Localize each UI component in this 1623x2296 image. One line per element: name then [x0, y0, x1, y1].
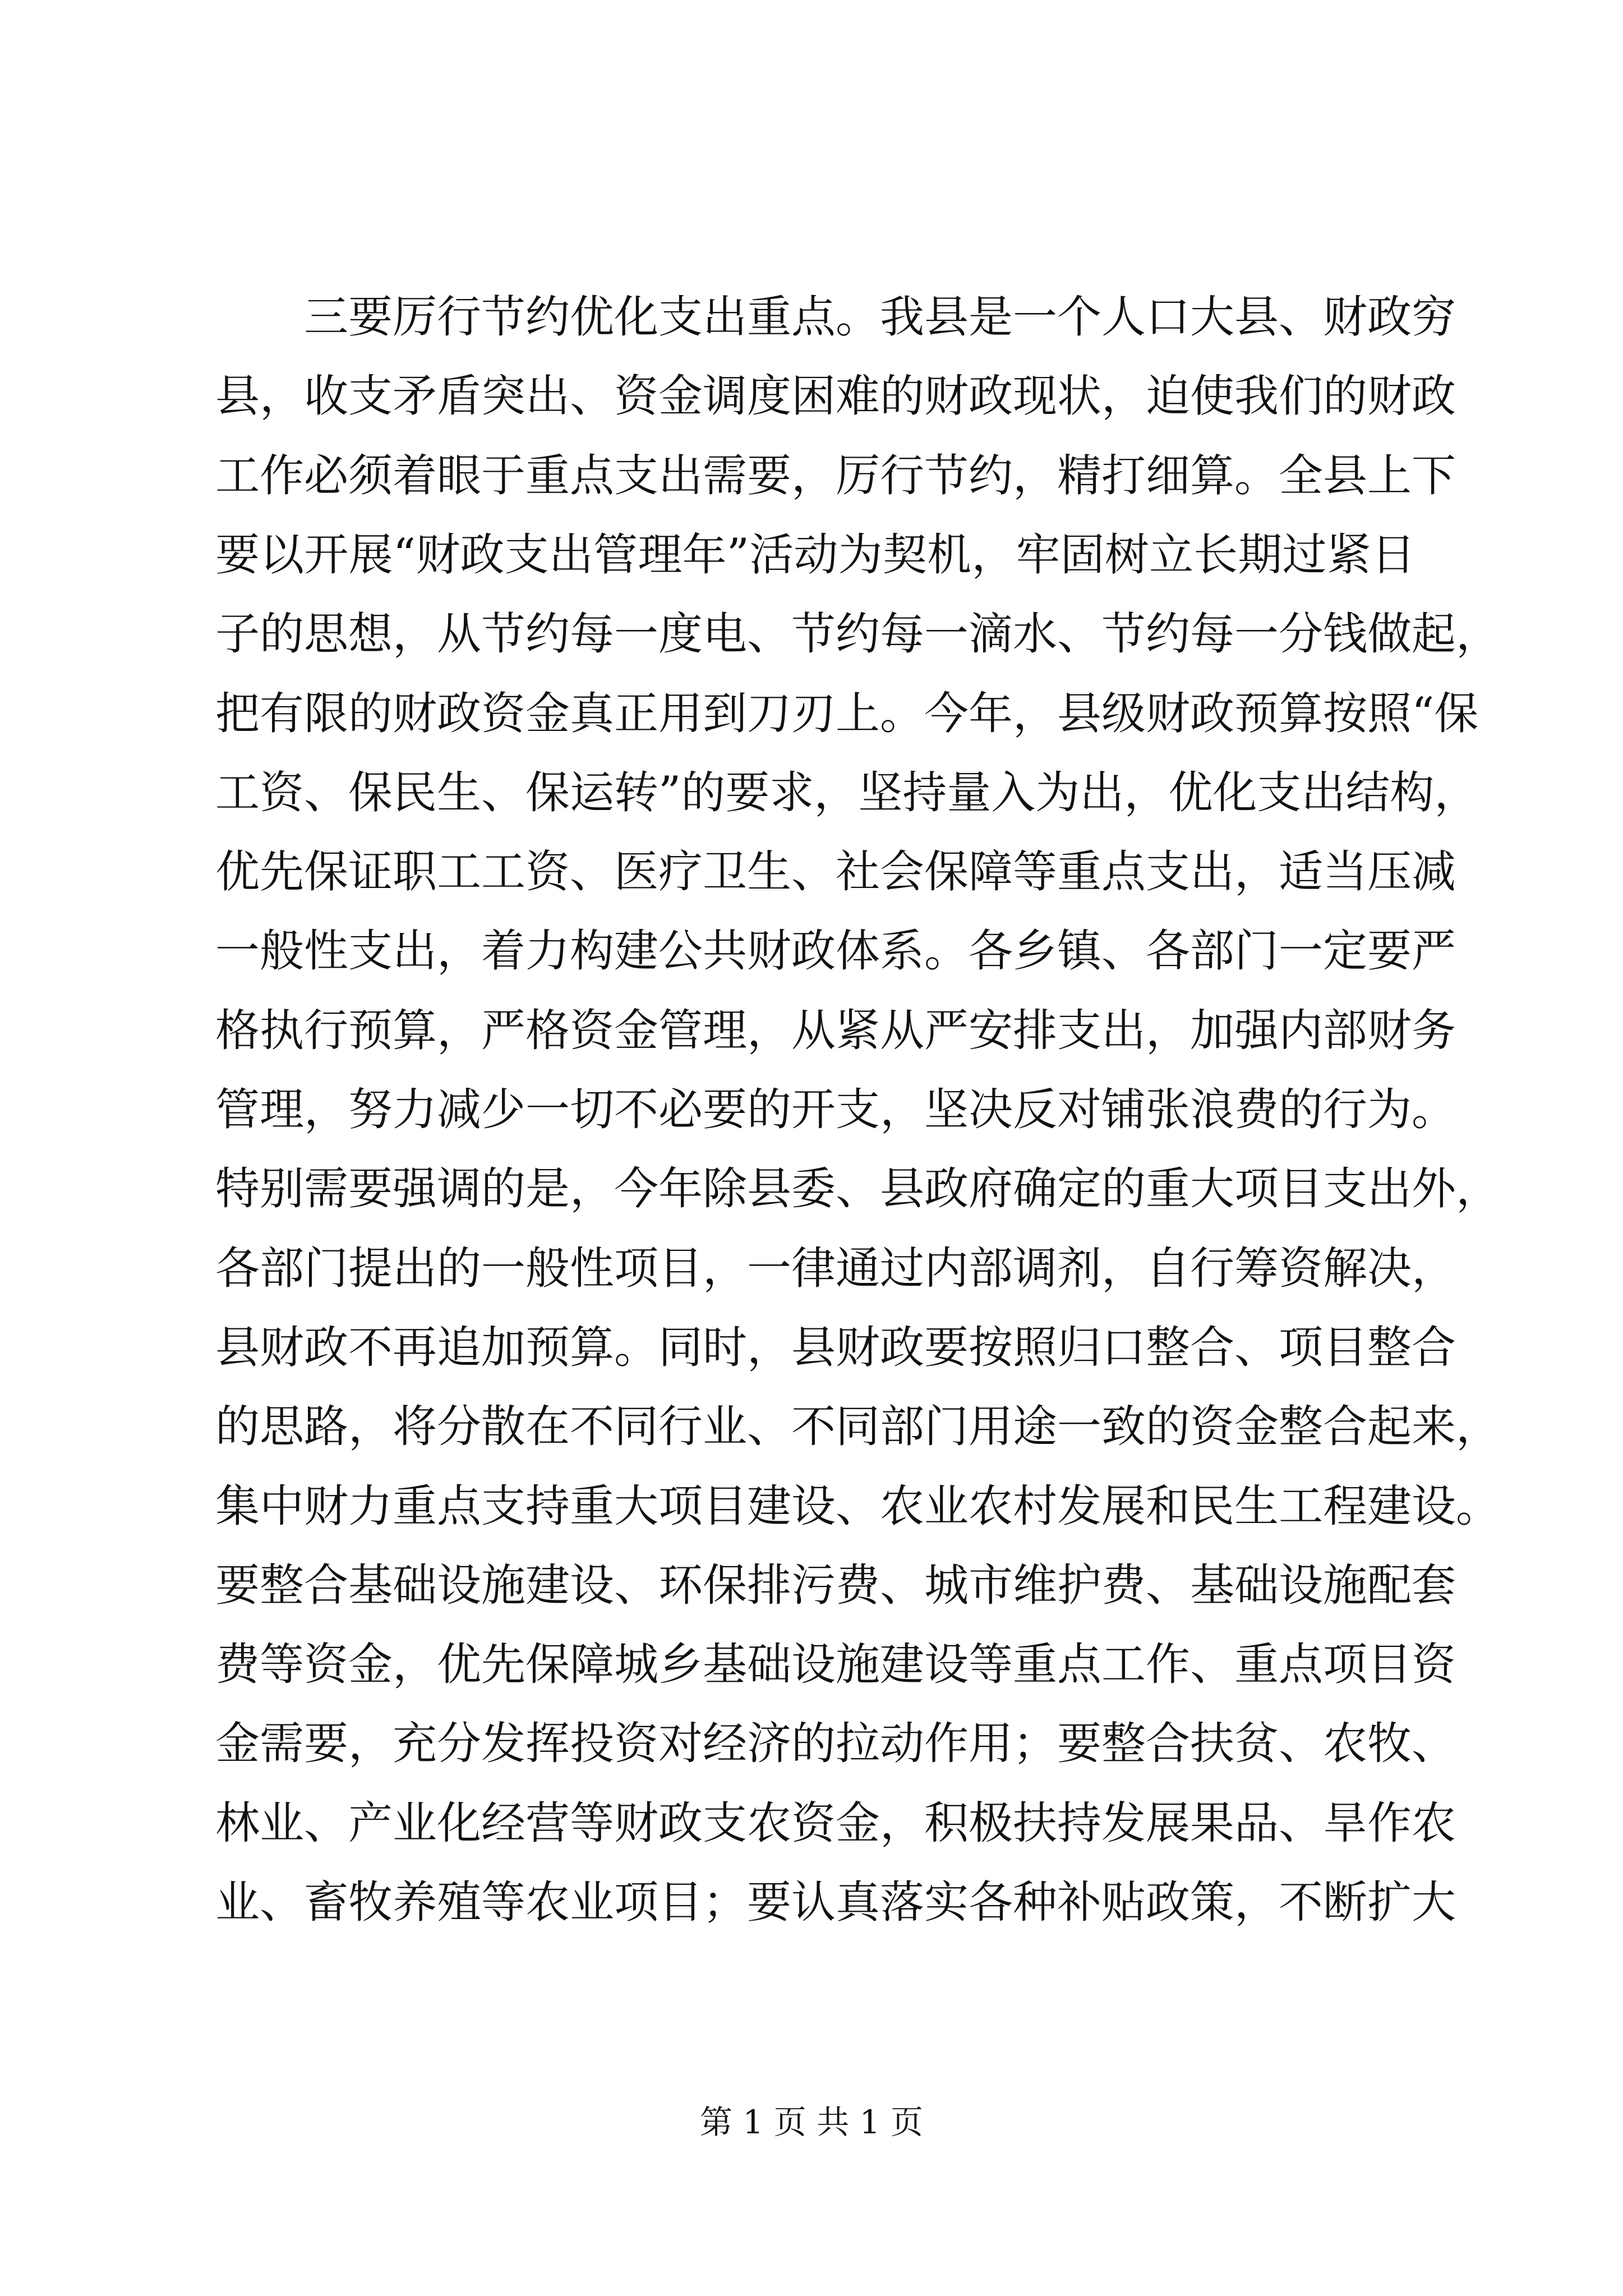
paragraph-line-14: 县财政不再追加预算。同时，县财政要按照归口整合、项目整合	[215, 1321, 1456, 1373]
paragraph-line-7: 工资、保民生、保运转”的要求，坚持量入为出，优化支出结构，	[215, 766, 1479, 818]
paragraph-line-1: 三要厉行节约优化支出重点。我县是一个人口大县、财政穷	[304, 291, 1456, 343]
paragraph-line-10: 格执行预算，严格资金管理，从紧从严安排支出，加强内部财务	[215, 1004, 1456, 1056]
paragraph-line-18: 费等资金，优先保障城乡基础设施建设等重点工作、重点项目资	[215, 1639, 1456, 1691]
paragraph-line-2: 县，收支矛盾突出、资金调度困难的财政现状，迫使我们的财政	[215, 370, 1456, 422]
paragraph-line-5: 子的思想，从节约每一度电、节约每一滴水、节约每一分钱做起，	[215, 608, 1500, 660]
paragraph-line-3: 工作必须着眼于重点支出需要，厉行节约，精打细算。全县上下	[215, 449, 1456, 501]
paragraph-line-8: 优先保证职工工资、医疗卫生、社会保障等重点支出，适当压减	[215, 846, 1456, 898]
paragraph-line-15: 的思路，将分散在不同行业、不同部门用途一致的资金整合起来，	[215, 1401, 1500, 1453]
page-footer: 第 1 页 共 1 页	[700, 2103, 923, 2141]
paragraph-line-17: 要整合基础设施建设、环保排污费、城市维护费、基础设施配套	[215, 1559, 1456, 1611]
paragraph-line-6: 把有限的财政资金真正用到刀刃上。今年，县级财政预算按照“保	[215, 687, 1479, 739]
paragraph-line-13: 各部门提出的一般性项目，一律通过内部调剂，自行筹资解决，	[215, 1242, 1456, 1294]
paragraph-line-16: 集中财力重点支持重大项目建设、农业农村发展和民生工程建设。	[215, 1480, 1500, 1532]
paragraph-line-11: 管理，努力减少一切不必要的开支，坚决反对铺张浪费的行为。	[215, 1084, 1456, 1135]
paragraph-line-21: 业、畜牧养殖等农业项目；要认真落实各种补贴政策，不断扩大	[215, 1876, 1456, 1928]
paragraph-line-4: 要以开展“财政支出管理年”活动为契机，牢固树立长期过紧日	[215, 528, 1415, 581]
paragraph-line-19: 金需要，充分发挥投资对经济的拉动作用；要整合扶贫、农牧、	[215, 1718, 1456, 1770]
paragraph-line-12: 特别需要强调的是，今年除县委、县政府确定的重大项目支出外，	[215, 1163, 1500, 1215]
paragraph-line-20: 林业、产业化经营等财政支农资金，积极扶持发展果品、旱作农	[215, 1797, 1456, 1849]
paragraph-line-9: 一般性支出，着力构建公共财政体系。各乡镇、各部门一定要严	[215, 925, 1456, 977]
